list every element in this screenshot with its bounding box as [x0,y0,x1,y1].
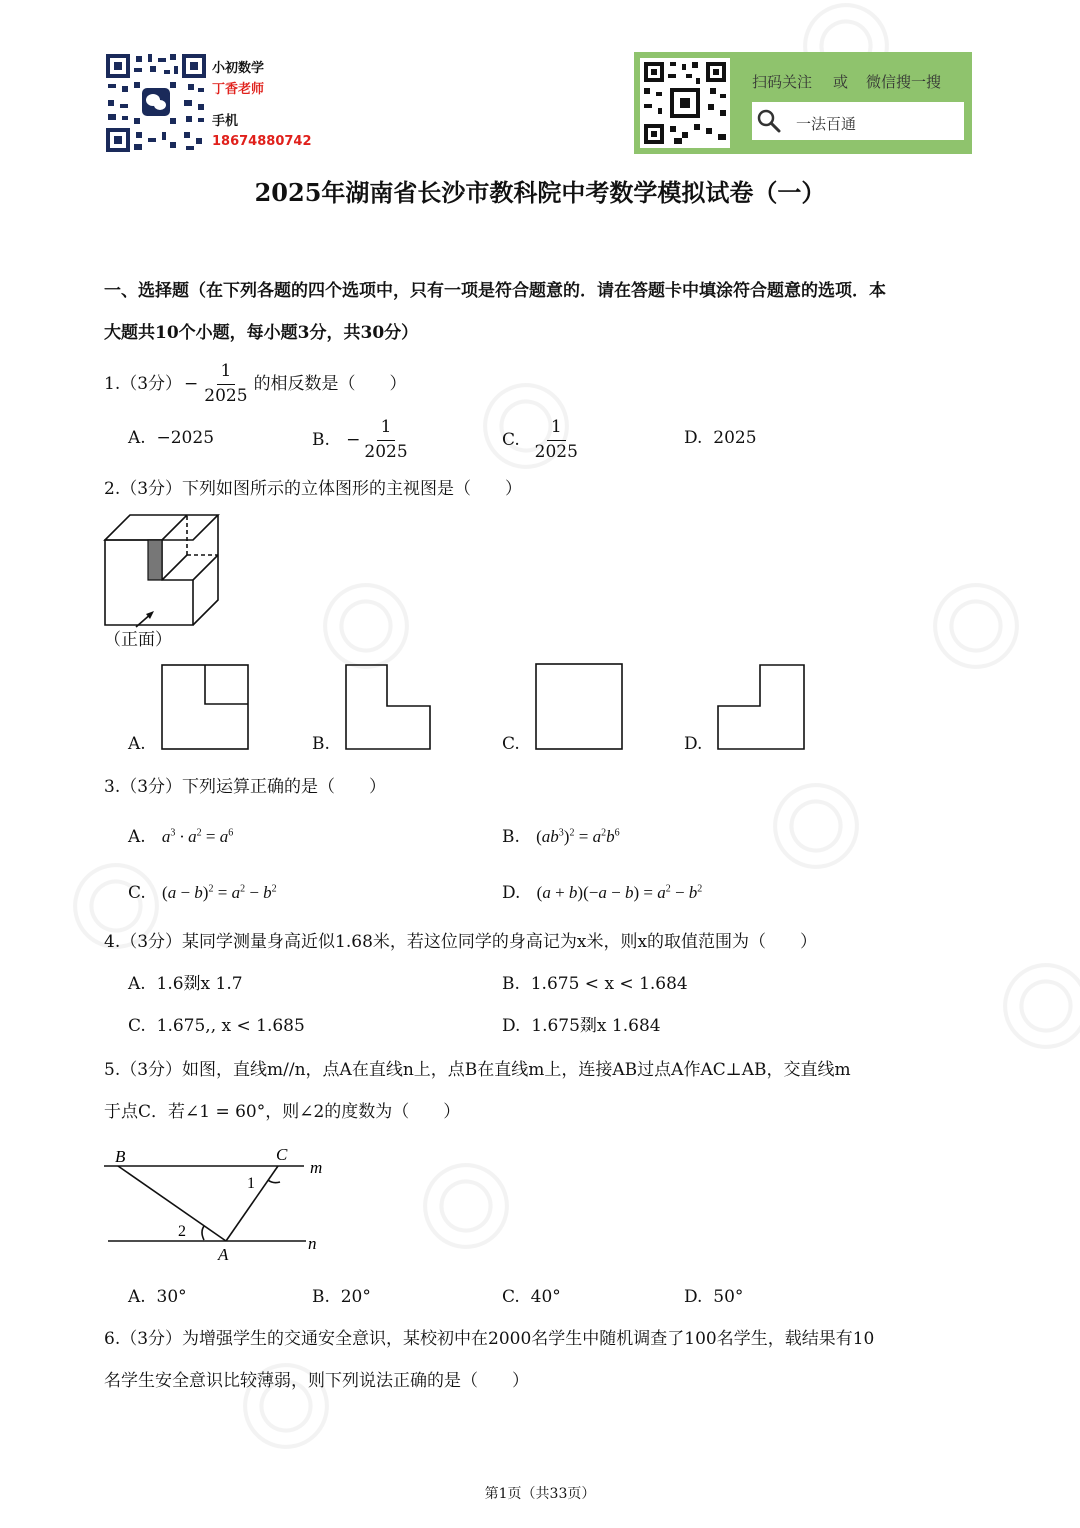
scan-follow-text: 扫码关注 [752,73,813,91]
q3-d-label: D. [502,883,521,903]
q3-a-expr: $a^3 \cdot a^2 = a^6$ [161,827,234,846]
label-angle-2: 2 [178,1223,186,1240]
q1-option-a[interactable] [128,430,214,447]
question-3: 3.（3分）下列运算正确的是（ ） [104,777,387,797]
q3-option-d[interactable] [502,884,702,902]
q3-option-b[interactable] [502,828,620,846]
q2-option-d-figure[interactable] [716,662,808,752]
q4-option-b[interactable] [502,976,688,993]
wechat-search-hint: 微信搜一搜 [866,73,942,91]
q4-option-c[interactable] [128,1018,305,1035]
q1-d-text: 2025 [713,428,757,448]
section-heading-line2: 大题共10个小题，每小题3分，共30分） [104,323,419,343]
q1-b-minus: − [346,429,361,450]
q1-b-den: 2025 [364,441,408,462]
q3-c-expr: $(a - b)^2 = a^2 - b^2$ [162,883,277,902]
q5-geometry-figure [100,1140,340,1270]
watermark-logo [982,942,1080,1070]
label-m: m [310,1158,323,1177]
q2-d-label[interactable]: D. [684,734,703,754]
q1-fraction [200,362,251,406]
question-1 [104,362,407,406]
q1-minus: − [184,373,199,394]
q4-option-a[interactable] [128,976,243,993]
q4-d-label: D. [502,1016,521,1036]
q3-a-label: A. [128,827,146,847]
question-4: 4.（3分）某同学测量身高近似1.68米，若这位同学的身高记为x米，则x的取值范围为（ ） [104,932,818,952]
section-heading-line1: 一、选择题（在下列各题的四个选项中，只有一项是符合题意的．请在答题卡中填涂符合题意的选项．本 [104,281,886,301]
label-B: B [115,1147,126,1166]
q2-b-label[interactable]: B. [312,734,330,754]
label-n: n [308,1234,317,1253]
q2-option-b-figure[interactable] [344,662,434,752]
q1-d-label: D. [684,428,703,448]
page-footer: 第1页（共33页） [484,1486,596,1502]
label-A: A [218,1245,229,1264]
q4-a-label: A. [128,974,146,994]
q1-prefix: 1.（3分） [104,373,183,394]
q1-b-label: B. [312,429,330,450]
q1-c-fraction [531,418,582,462]
q5-a-text: 30° [156,1287,187,1307]
q5-c-text: 40° [530,1287,561,1307]
q1-den: 2025 [204,385,248,406]
search-value: 一法百通 [796,115,857,133]
brand-line2: 丁香老师 [212,82,265,97]
search-box[interactable] [752,102,964,140]
q4-b-text: 1.675 < x < 1.684 [530,974,688,994]
q1-option-b[interactable] [312,418,412,462]
wechat-qr-code[interactable] [104,52,208,154]
q3-option-c[interactable] [128,884,277,902]
q3-d-expr: $(a + b)(-a - b) = a^2 - b^2$ [536,883,703,902]
q5-d-text: 50° [713,1287,744,1307]
q5-b-text: 20° [340,1287,371,1307]
q2-c-label[interactable]: C. [502,734,520,754]
q5-option-b[interactable] [312,1289,371,1306]
q1-option-c[interactable] [502,418,582,462]
brand-line1: 小初数学 [212,61,265,76]
page-title: 2025年湖南省长沙市教科院中考数学模拟试卷（一） [254,178,826,207]
search-icon [756,108,782,134]
q2-a-label[interactable]: A. [128,734,146,754]
q3-c-label: C. [128,883,146,903]
q1-a-text: −2025 [156,428,215,448]
or-text: 或 [833,73,849,91]
q1-c-num: 1 [547,418,566,441]
label-angle-1: 1 [247,1175,255,1192]
question-5-line2: 于点C．若∠1 = 60°，则∠2的度数为（ ） [104,1102,461,1122]
q5-option-a[interactable] [128,1289,187,1306]
label-C: C [276,1145,288,1164]
watermark-logo [222,1342,350,1470]
brand-line3: 手机 [212,114,239,129]
q1-c-label: C. [502,429,520,450]
question-6-line2: 名学生安全意识比较薄弱，则下列说法正确的是（ ） [104,1371,529,1391]
q1-b-fraction [360,418,411,462]
q1-option-d[interactable] [684,430,757,447]
q2-option-c-figure[interactable] [534,662,626,752]
q4-b-label: B. [502,974,520,994]
q5-b-label: B. [312,1287,330,1307]
q1-c-den: 2025 [534,441,578,462]
q4-c-label: C. [128,1016,146,1036]
q4-c-text: 1.675,, x < 1.685 [156,1016,305,1036]
watermark-logo [402,1142,530,1270]
q1-a-label: A. [128,428,146,448]
question-5-line1: 5.（3分）如图，直线m//n，点A在直线n上，点B在直线m上，连接AB过点A作AC⊥AB，交直线m [104,1060,851,1080]
q1-b-num: 1 [377,418,396,441]
q3-b-expr: $(ab^3)^2 = a^2b^6$ [536,827,620,846]
q4-a-text: 1.6剟x 1.7 [156,974,243,994]
q3-b-label: B. [502,827,520,847]
q2-front-label: （正面） [104,630,172,650]
q5-option-c[interactable] [502,1289,561,1306]
question-2: 2.（3分）下列如图所示的立体图形的主视图是（ ） [104,479,523,499]
promo-qr-code[interactable] [640,58,730,148]
q5-option-d[interactable] [684,1289,743,1306]
watermark-logo [912,562,1040,690]
q1-num: 1 [217,362,236,385]
search-promo-card[interactable] [634,52,972,154]
q1-suffix: 的相反数是（ ） [253,373,407,394]
q5-d-label: D. [684,1287,703,1307]
q2-option-a-figure[interactable] [160,662,252,752]
header-left-brand [104,52,312,156]
brand-phone: 18674880742 [212,134,312,149]
q5-a-label: A. [128,1287,146,1307]
watermark-logo [752,762,880,890]
q5-c-label: C. [502,1287,520,1307]
q4-d-text: 1.675剟x 1.684 [531,1016,661,1036]
q3-option-a[interactable] [128,828,233,846]
q2-solid-figure [100,510,224,630]
q4-option-d[interactable] [502,1018,661,1035]
question-6-line1: 6.（3分）为增强学生的交通安全意识，某校初中在2000名学生中随机调查了100名学生，载结果有10 [104,1329,875,1349]
